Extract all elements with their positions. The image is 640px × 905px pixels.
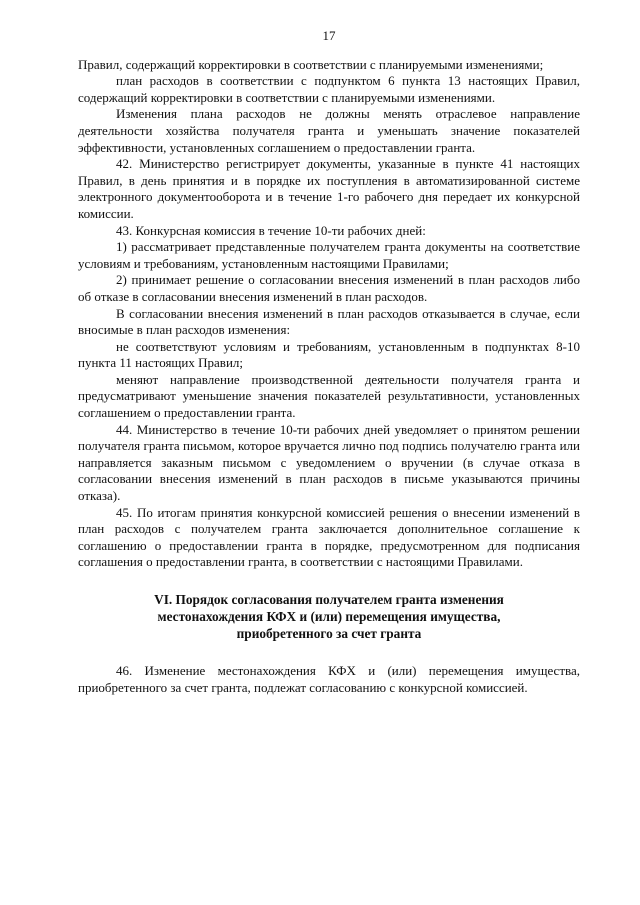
paragraph-subitem-1: 1) рассматривает представленные получателем гранта документы на соответствие условиям и требованиям, установленным настоящими Правилами;: [78, 239, 580, 271]
section-title: [78, 591, 580, 642]
paragraph-plan-changes: Изменения плана расходов не должны менять отраслевое направление деятельности хозяйства получателя гранта и уменьшать значение показателей эффективности, установленных соглашением о предоставлении гранта.: [78, 106, 580, 155]
paragraph-refusal-conditions: В согласовании внесения изменений в план расходов отказывается в случае, если вносимые в план расходов изменения:: [78, 305, 580, 338]
paragraph-item-45: 45. По итогам принятия конкурсной комиссией решения о внесении изменений в план расходов с получателем гранта заключается дополнительное соглашение к соглашению о предоставлении гранта в порядке, предусмотренном для подписания соглашения о предоставлении гранта, в соответствии с настоящими Правилами.: [78, 504, 580, 570]
paragraph-refusal-reason-2: меняют направление производственной деятельности получателя гранта и предусматривают уменьшение значения показателей результативности, установленных соглашением о предоставлении гранта.: [78, 371, 580, 421]
paragraph-item-46: 46. Изменение местонахождения КФХ и (или) перемещения имущества, приобретенного за счет гранта, подлежат согласованию с конкурсной комиссией.: [78, 663, 580, 695]
document-page: [78, 28, 580, 696]
section-title-line-1: VI. Порядок согласования получателем гранта изменения: [154, 592, 504, 607]
paragraph-item-43: 43. Конкурсная комиссия в течение 10-ти рабочих дней:: [116, 222, 426, 238]
paragraph-continuation: Правил, содержащий корректировки в соответствии с планируемыми изменениями;: [78, 56, 544, 72]
paragraph-subitem-2: 2) принимает решение о согласовании внесения изменений в план расходов либо об отказе в согласовании внесения изменений в план расходов.: [78, 272, 580, 304]
paragraph-expense-plan: план расходов в соответствии с подпунктом 6 пункта 13 настоящих Правил, содержащий корректировки в соответствии с планируемыми изменениями.: [78, 73, 580, 105]
section-title-line-2: местонахождения КФХ и (или) перемещения имущества,: [157, 609, 501, 624]
paragraph-item-42: 42. Министерство регистрирует документы, указанные в пункте 41 настоящих Правил, в день принятия и в порядке их поступления в автоматизированной системе электронного документооборота и в течение 1-го рабочего дня передает их конкурсной комиссии.: [78, 156, 580, 221]
paragraph-item-44: 44. Министерство в течение 10-ти рабочих дней уведомляет о принятом решении получателя гранта письмом, которое вручается лично под подпись получателю гранта или направляется заказным письмом с уведомлением о вручении (в случае отказа в согласовании внесения изменений в план расходов в письме указываются причины отказа).: [78, 421, 580, 504]
section-title-line-3: приобретенного за счет гранта: [236, 626, 422, 641]
page-number: 17: [322, 28, 336, 43]
paragraph-refusal-reason-1: не соответствуют условиям и требованиям, установленным в подпунктах 8-10 пункта 11 настоящих Правил;: [78, 338, 580, 371]
